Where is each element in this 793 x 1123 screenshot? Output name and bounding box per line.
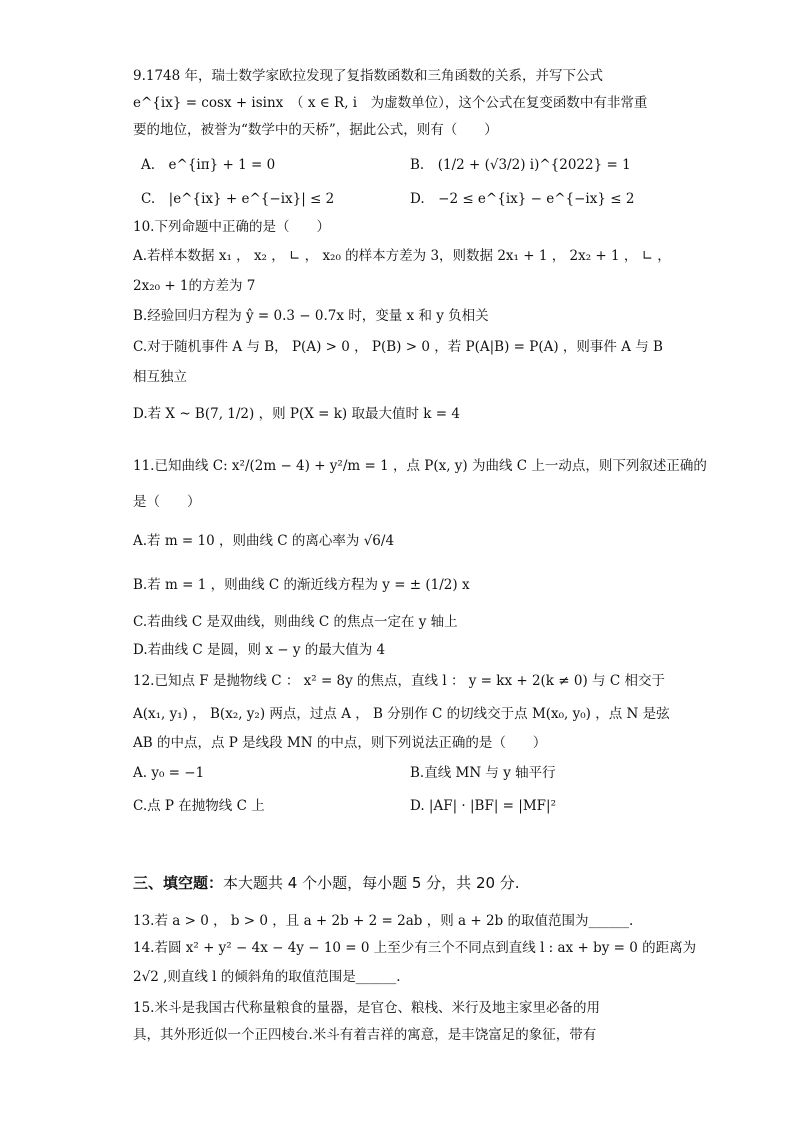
q15-line-2: 具，其外形近似一个正四棱台.米斗有着吉祥的寓意，是丰饶富足的象征，带有 bbox=[133, 1027, 597, 1043]
q11-option-b: B.若 m = 1 ，则曲线 C 的渐近线方程为 y = ± (1/2) x bbox=[133, 577, 470, 593]
q11-line-1: 11.已知曲线 C: x²/(2m − 4) + y²/m = 1 ，点 P(x, y) 为曲线 C 上一动点，则下列叙述正确的 bbox=[133, 458, 707, 474]
q14-line-1: 14.若圆 x² + y² − 4x − 4y − 10 = 0 上至少有三个不同点到直线 l : ax + by = 0 的距离为 bbox=[133, 940, 697, 956]
q10-option-a-line-1: A.若样本数据 x₁ ， x₂ ， ∟ ， x₂₀ 的样本方差为 3，则数据 2x₁ + 1 ， 2x₂ + 1 ， ∟ ， bbox=[133, 248, 671, 264]
q12-line-2: A(x₁, y₁) ， B(x₂, y₂) 两点，过点 A ， B 分别作 C 的切线交于点 M(x₀, y₀) ，点 N 是弦 bbox=[133, 706, 670, 722]
q13-line-1: 13.若 a > 0 ， b > 0 ，且 a + 2b + 2 = 2ab ，则 a + 2b 的取值范围为______. bbox=[133, 913, 634, 929]
q9-option-c: C. |e^{ix} + e^{−ix}| ≤ 2 bbox=[141, 191, 335, 207]
q10-line-1: 10.下列命题中正确的是（ ） bbox=[133, 219, 330, 235]
q11-option-c: C.若曲线 C 是双曲线，则曲线 C 的焦点一定在 y 轴上 bbox=[133, 614, 458, 630]
section-description: 本大题共 4 个小题，每小题 5 分，共 20 分. bbox=[223, 874, 520, 892]
q10-option-b: B.经验回归方程为 ŷ = 0.3 − 0.7x 时，变量 x 和 y 负相关 bbox=[133, 308, 489, 324]
section-heading bbox=[133, 873, 520, 893]
q9-option-d: D. −2 ≤ e^{ix} − e^{−ix} ≤ 2 bbox=[410, 191, 635, 207]
q12-option-c: C.点 P 在抛物线 C 上 bbox=[133, 798, 265, 814]
q9-option-a: A. e^{iπ} + 1 = 0 bbox=[141, 157, 276, 173]
q11-line-2: 是（ ） bbox=[133, 494, 201, 510]
q12-option-b: B.直线 MN 与 y 轴平行 bbox=[410, 765, 556, 781]
q10-option-c-line-1: C.对于随机事件 A 与 B， P(A) > 0 ， P(B) > 0 ，若 P(A|B) = P(A) ，则事件 A 与 B bbox=[133, 339, 663, 355]
q9-option-b: B. (1/2 + (√3/2) i)^{2022} = 1 bbox=[410, 157, 631, 173]
q12-option-d: D. |AF| · |BF| = |MF|² bbox=[410, 798, 556, 814]
q10-option-c-line-2: 相互独立 bbox=[133, 369, 187, 385]
q9-line-3: 要的地位，被誉为“数学中的天桥”，据此公式，则有（ ） bbox=[133, 122, 498, 138]
q14-line-2: 2√2 ,则直线 l 的倾斜角的取值范围是______. bbox=[133, 969, 401, 985]
q9-line-2: e^{ix} = cosx + isinx （ x ∈ R, i 为虚数单位），这个公式在复变函数中有非常重 bbox=[133, 95, 648, 111]
q12-option-a: A. y₀ = −1 bbox=[133, 765, 205, 781]
q11-option-a: A.若 m = 10 ，则曲线 C 的离心率为 √6/4 bbox=[133, 533, 395, 549]
q12-line-3: AB 的中点，点 P 是线段 MN 的中点，则下列说法正确的是（ ） bbox=[133, 735, 547, 751]
q11-option-d: D.若曲线 C 是圆，则 x − y 的最大值为 4 bbox=[133, 642, 386, 658]
q12-line-1: 12.已知点 F 是抛物线 C ： x² = 8y 的焦点，直线 l ： y = kx + 2(k ≠ 0) 与 C 相交于 bbox=[133, 673, 665, 689]
q9-line-1: 9.1748 年，瑞士数学家欧拉发现了复指数函数和三角函数的关系，并写下公式 bbox=[133, 68, 604, 84]
q15-line-1: 15.米斗是我国古代称量粮食的量器，是官仓、粮栈、米行及地主家里必备的用 bbox=[133, 1000, 600, 1016]
section-title: 三、填空题： bbox=[133, 874, 224, 892]
q10-option-a-line-2: 2x₂₀ + 1的方差为 7 bbox=[133, 278, 256, 294]
q10-option-d: D.若 X ~ B(7, 1/2) ，则 P(X = k) 取最大值时 k = 4 bbox=[133, 406, 460, 422]
